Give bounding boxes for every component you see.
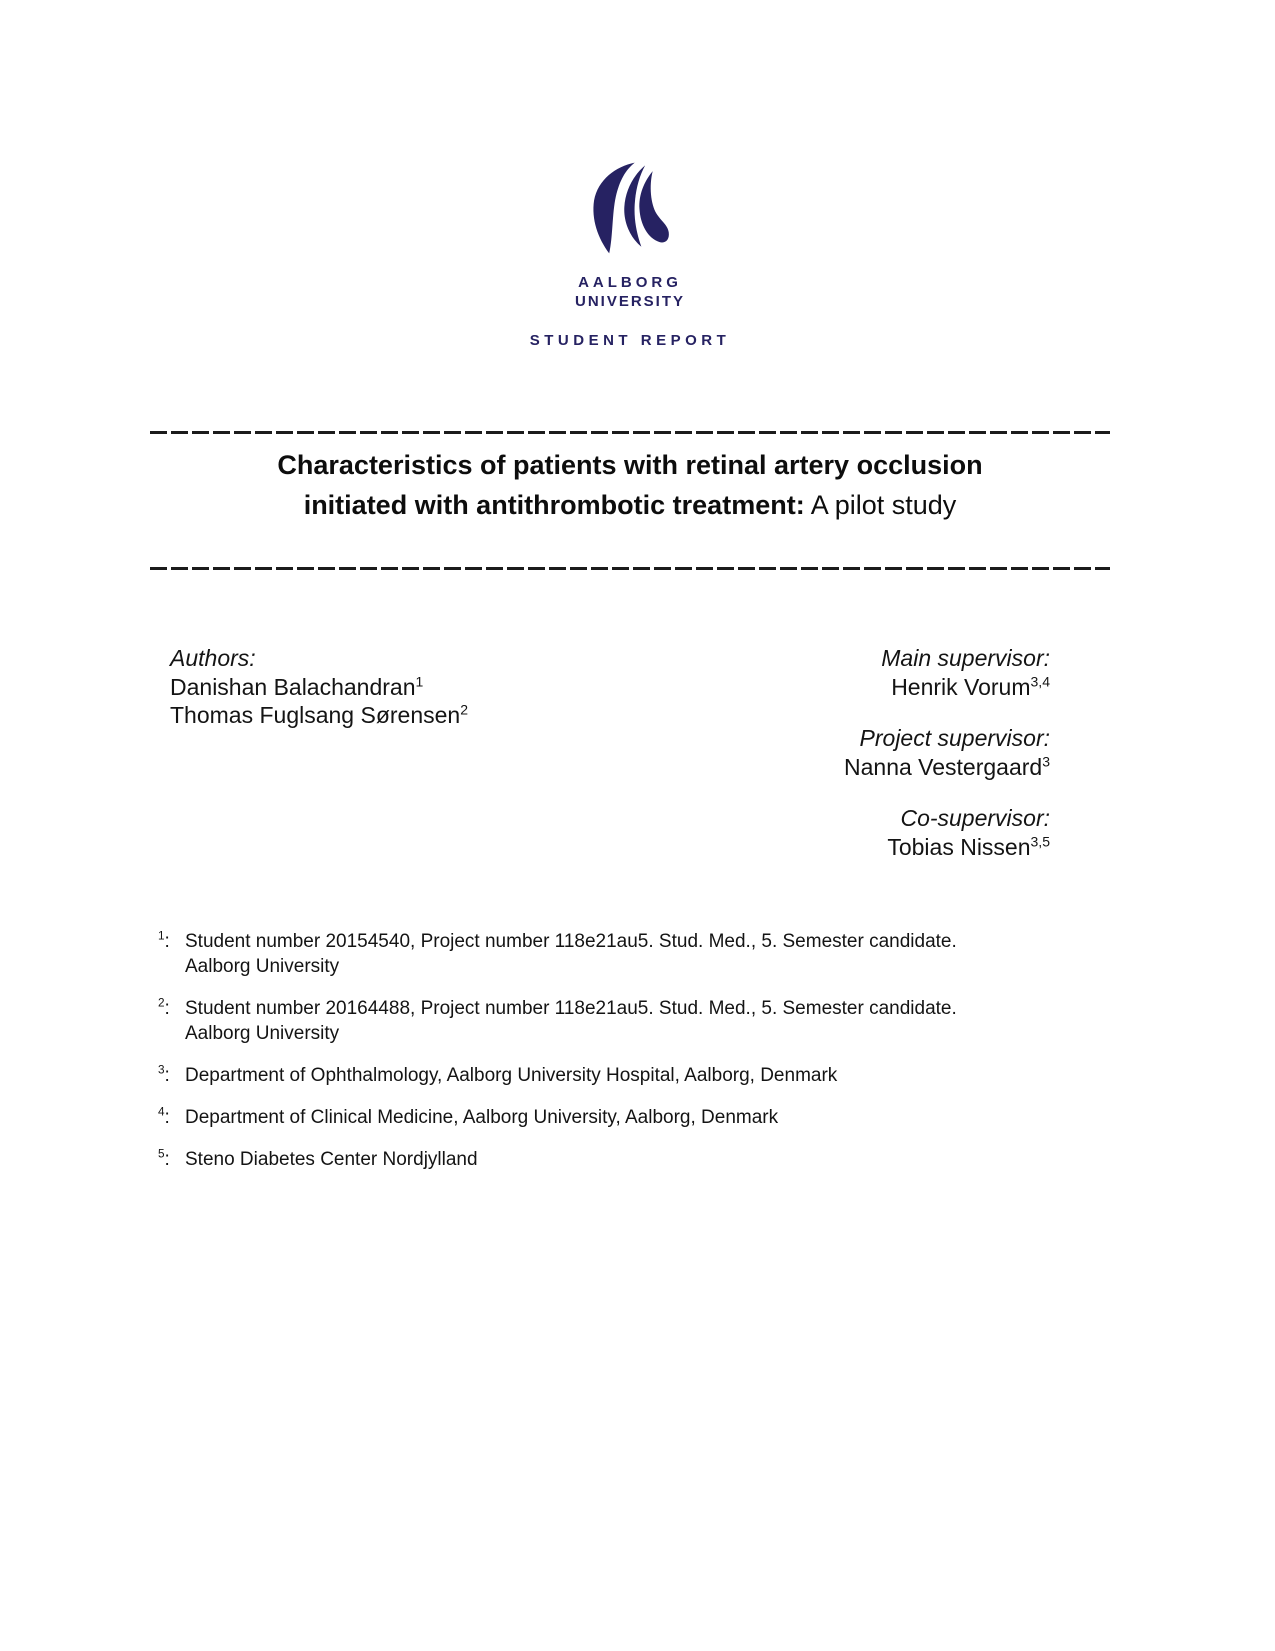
- author-name-2: [170, 701, 468, 730]
- co-supervisor-superscript: 3,5: [1030, 832, 1050, 849]
- footnote-3: [158, 1063, 1110, 1088]
- co-supervisor-name-text: Tobias Nissen: [887, 833, 1031, 860]
- project-supervisor-group: [844, 724, 1050, 781]
- main-supervisor-name: [844, 673, 1050, 702]
- footnote-4: [158, 1105, 1110, 1130]
- project-supervisor-name: [844, 753, 1050, 782]
- separator-line-top: [150, 431, 1110, 434]
- author-name-1-superscript: 1: [415, 672, 424, 689]
- author-name-1: [170, 673, 468, 702]
- author-name-2-superscript: 2: [460, 701, 468, 718]
- co-supervisor-name: [844, 833, 1050, 862]
- footnote-2: [158, 996, 1110, 1046]
- university-brand: [150, 155, 1110, 350]
- title-line-1: [150, 445, 1110, 485]
- footnote-5: [158, 1147, 1110, 1172]
- separator-line-bottom: [150, 567, 1110, 570]
- author-name-1-text: Danishan Balachandran: [170, 673, 416, 700]
- main-supervisor-name-text: Henrik Vorum: [891, 673, 1031, 700]
- project-supervisor-superscript: 3: [1042, 752, 1050, 769]
- footnote-2-marker: $^2$:: [158, 996, 170, 1019]
- project-supervisor-name-text: Nanna Vestergaard: [844, 753, 1043, 780]
- supervisors-block: [844, 644, 1110, 861]
- co-supervisor-label: Co-supervisor:: [900, 805, 1050, 831]
- authors-block: [150, 644, 468, 861]
- brand-name-line2: UNIVERSITY: [574, 293, 685, 310]
- main-supervisor-label: Main supervisor:: [881, 645, 1050, 671]
- footnote-2-text: Student number 20164488, Project number 118e21au5. Stud. Med., 5. Semester candidate. Aalborg University: [185, 998, 957, 1044]
- project-supervisor-label: Project supervisor:: [859, 725, 1050, 751]
- footnote-4-text: Department of Clinical Medicine, Aalborg University, Aalborg, Denmark: [185, 1107, 779, 1128]
- author-name-2-text: Thomas Fuglsang Sørensen: [170, 702, 461, 728]
- footnote-4-marker: $^4$:: [158, 1105, 170, 1128]
- aalborg-university-logo-icon: [589, 155, 671, 259]
- footnote-1: [158, 929, 1110, 979]
- title-line2-regular-text: A pilot study: [804, 490, 957, 520]
- main-supervisor-superscript: 3,4: [1030, 672, 1050, 689]
- title-line2-bold-text: initiated with antithrombotic treatment:: [303, 490, 805, 520]
- main-supervisor-group: [844, 644, 1050, 701]
- footnote-3-text: Department of Ophthalmology, Aalborg University Hospital, Aalborg, Denmark: [185, 1065, 838, 1086]
- footnote-1-text: Student number 20154540, Project number 118e21au5. Stud. Med., 5. Semester candidate. Aalborg University: [185, 931, 957, 977]
- title-line-2: [150, 485, 1110, 525]
- byline: [150, 644, 1110, 861]
- title-line1-text: Characteristics of patients with retinal artery occlusion: [277, 450, 983, 480]
- authors-label: Authors:: [170, 645, 256, 671]
- brand-name-line1: AALBORG: [578, 274, 682, 291]
- footnotes: [150, 929, 1110, 1172]
- report-title: [150, 445, 1110, 525]
- co-supervisor-group: [844, 804, 1050, 861]
- footnote-1-marker: $^1$:: [158, 929, 170, 952]
- footnote-5-marker: $^5$:: [158, 1147, 170, 1170]
- report-type-label: STUDENT REPORT: [529, 332, 731, 349]
- footnote-5-text: Steno Diabetes Center Nordjylland: [185, 1149, 478, 1170]
- footnote-3-marker: $^3$:: [158, 1063, 170, 1086]
